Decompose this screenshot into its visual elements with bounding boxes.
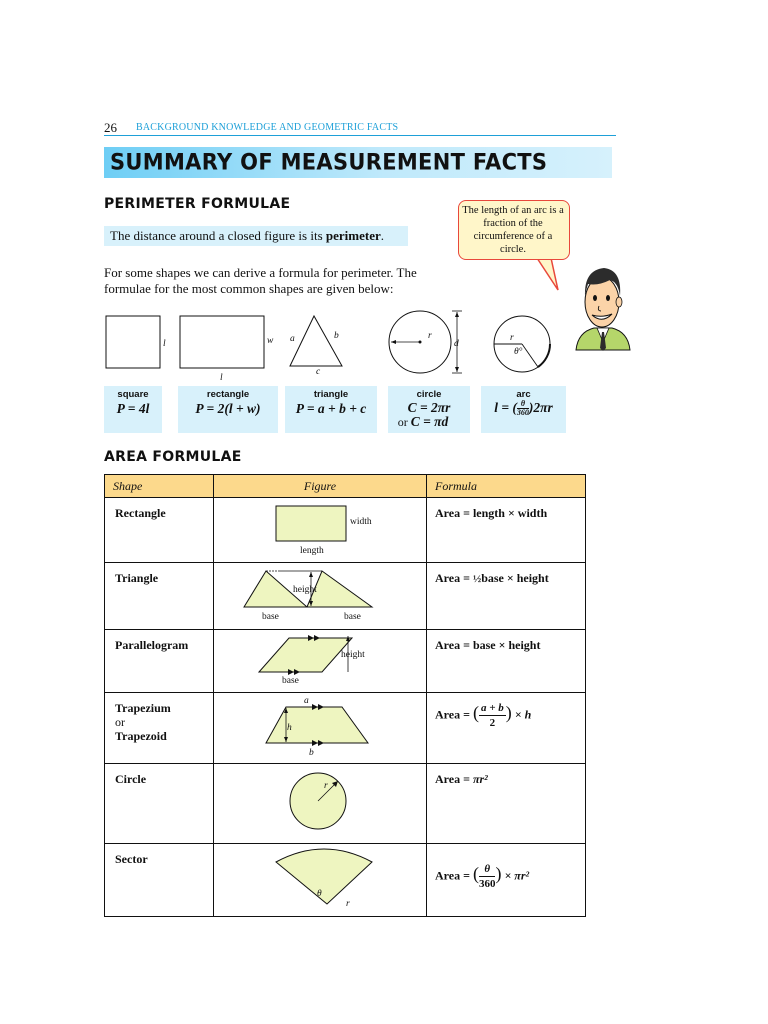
tri-a-label: a [290,334,295,344]
trap-fraction [479,701,506,730]
circle-r-label: r [324,781,328,791]
shape-cell [105,693,214,764]
shape-cell: Rectangle [105,498,214,563]
circle-r-label: r [428,331,432,341]
arc-name: arc [516,389,531,400]
rectangle-figure [180,316,264,368]
arc-fraction [517,400,529,417]
perimeter-intro: For some shapes we can derive a formula for perimeter. The formulae for the most common shapes are given below: [104,265,417,296]
sector-r-label: r [346,899,350,909]
rect-width-label: width [350,517,372,527]
rectangle-formula: P = 2(l + w) [195,401,261,416]
figure-cell [214,693,427,764]
trap-frac-num: a + b [480,702,504,714]
square-formula: P = 4l [116,401,150,416]
arc-theta-label: θ° [514,347,523,357]
speech-bubble-text: The length of an arc is a fraction of the circumference of a circle. [462,205,564,255]
circle-formula-alt [376,414,470,430]
circle-formula: C = 2πr [407,400,451,415]
perimeter-figures [100,308,570,384]
area-heading: AREA FORMULAE [104,449,242,465]
figure-cell [214,563,427,630]
shape-cell: Triangle [105,563,214,630]
parallelogram-area-figure [214,630,426,688]
formula-prefix: Area = [435,571,473,585]
tri-c-label: c [316,367,321,377]
shape-name: Trapezium [115,701,171,715]
formula-cell [427,563,586,630]
page-title: SUMMARY OF MEASUREMENT FACTS [110,149,548,175]
formula-cell [427,844,586,917]
definition-prefix: The distance around a closed figure is its [110,228,326,243]
running-title: BACKGROUND KNOWLEDGE AND GEOMETRIC FACTS [136,122,399,133]
formula-cell [427,764,586,844]
triangle-caption [285,386,377,433]
formula-rest: base × height [481,571,549,585]
table-header-row [105,475,586,498]
area-table [104,474,586,917]
col-figure-header: Figure [214,475,427,498]
circle-d-label: d [454,339,459,349]
table-row [105,630,586,693]
figure-cell [214,844,427,917]
trap-frac-den: 2 [489,717,496,729]
tri-base-label-2: base [344,612,361,622]
rectangle-name: rectangle [206,389,250,400]
figure-cell [214,764,427,844]
paren-right: ) [505,702,512,723]
table-row [105,764,586,844]
shape-cell: Sector [105,844,214,917]
formula-prefix: Area = [435,868,473,883]
circle-caption [388,386,470,433]
tri-base-label-1: base [262,612,279,622]
sector-frac-den: 360 [478,878,496,890]
definition-term: perimeter [325,228,381,243]
definition-suffix: . [380,228,384,243]
shape-or: or [115,715,125,729]
cartoon-teacher-icon [572,262,634,352]
para-height-label: height [341,650,365,660]
arc-r-label: r [510,333,514,343]
trap-h-label: h [287,723,292,733]
square-caption [104,386,162,433]
page-number: 26 [104,120,117,135]
paren-left: ( [472,863,479,884]
circle-formula-or: or [397,415,411,429]
perimeter-heading: PERIMETER FORMULAE [104,196,291,212]
table-row [105,693,586,764]
sector-fraction [479,862,496,891]
formula-half: ½ [472,573,482,585]
arc-formula-left: l = ( [494,400,517,415]
trap-a-label: a [304,696,309,706]
formula-cell [427,693,586,764]
square-side-label: l [163,339,166,349]
rect-length-label: l [220,373,223,383]
paren-left: ( [472,702,479,723]
formula-rest: πr² [472,772,488,786]
formula-prefix: Area = [435,707,473,722]
trapezium-area-figure [214,693,426,759]
para-base-label: base [282,676,299,686]
rect-length-label: length [300,546,324,556]
triangle-name: triangle [313,389,349,400]
trap-b-label: b [309,748,314,758]
arc-formula-right: )2πr [528,400,553,415]
circle-formula-alt-text: C = πd [410,414,449,429]
shape-cell: Circle [105,764,214,844]
tri-b-label: b [334,331,339,341]
formula-rest: × h [511,707,532,722]
sector-theta-label: θ [317,889,322,899]
rectangle-area-figure [214,498,426,558]
arc-formula [481,400,566,417]
header-rule [104,135,616,136]
shape-alt-name: Trapezoid [115,729,167,743]
circle-name: circle [416,389,442,400]
figure-cell [214,630,427,693]
formula-prefix: Area = [435,772,473,786]
triangle-formula: P = a + b + c [295,401,367,416]
square-name: square [117,389,149,400]
formula-cell: Area = length × width [427,498,586,563]
table-row [105,844,586,917]
formula-cell: Area = base × height [427,630,586,693]
square-figure [106,316,160,368]
rectangle-caption [178,386,278,433]
arc-caption [481,386,566,433]
figure-cell [214,498,427,563]
triangle-figure [290,316,342,366]
perimeter-definition [110,228,384,244]
triangle-area-figure [214,563,426,625]
sector-area-figure [214,844,426,912]
col-formula-header: Formula [427,475,586,498]
arc-frac-den: 360 [516,408,529,418]
table-row [105,563,586,630]
rect-width-label: w [267,336,274,346]
col-shape-header: Shape [105,475,214,498]
table-row [105,498,586,563]
sector-frac-num: θ [479,862,496,877]
circle-area-figure [214,764,426,839]
paren-right: ) [495,863,502,884]
formula-rest: × πr² [501,868,530,883]
shape-cell: Parallelogram [105,630,214,693]
tri-height-label: height [293,585,317,595]
arc-frac-num: θ [517,400,529,409]
